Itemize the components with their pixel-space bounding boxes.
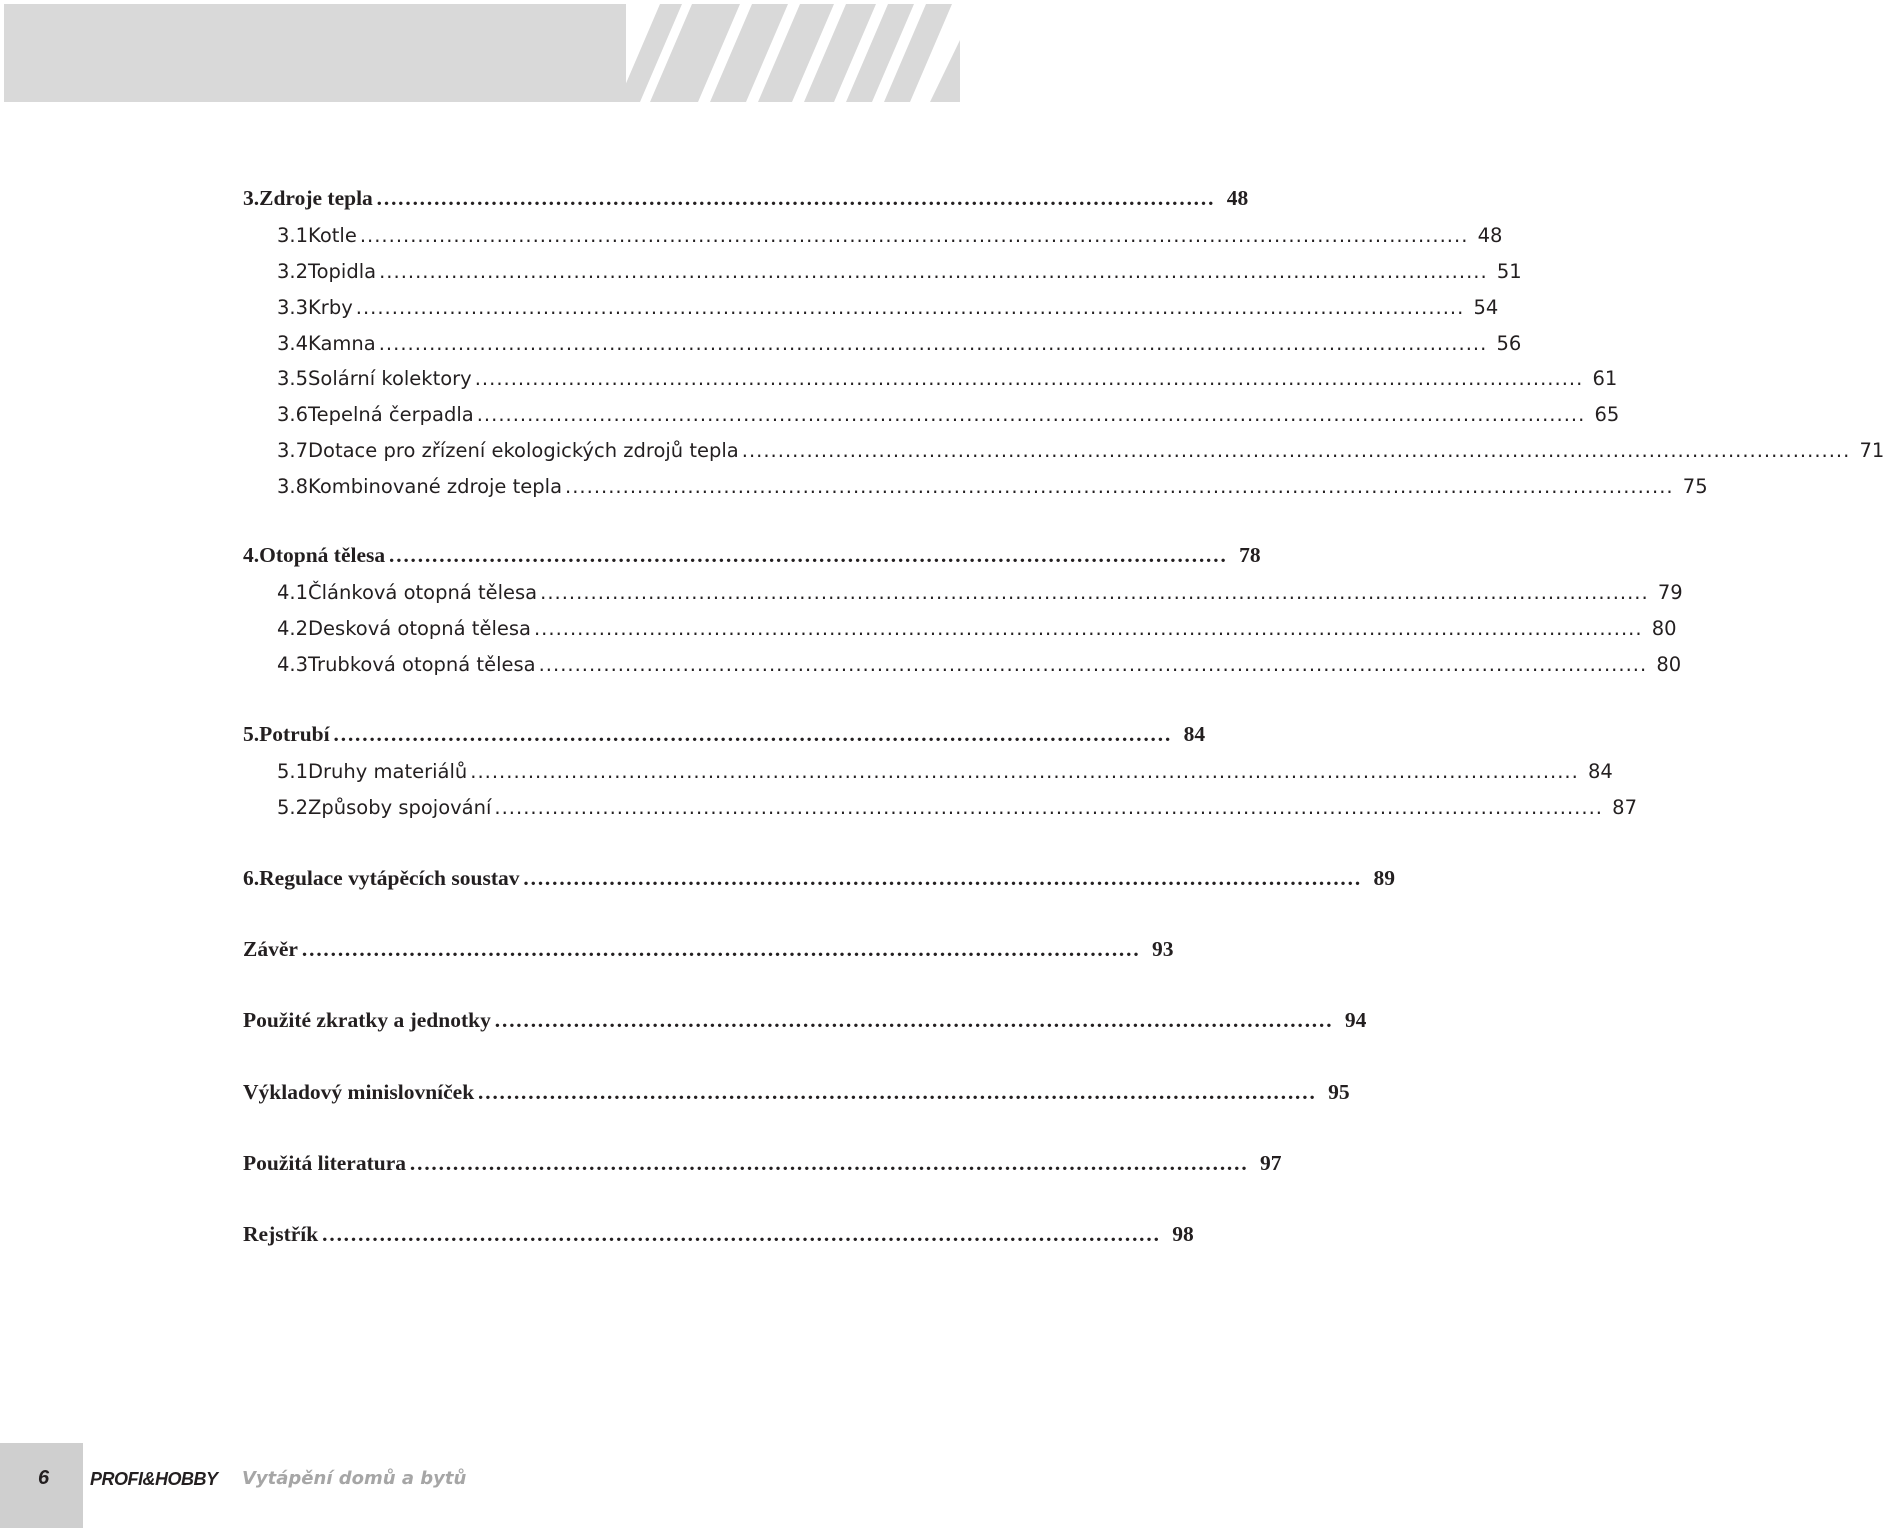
toc-section-3-1[interactable] <box>243 224 1503 254</box>
toc-page: 79 <box>1657 581 1683 604</box>
toc-leader: ……………………………………………………………………………………………………… <box>332 722 1172 746</box>
toc-leader: .......................................................................................................................................................... <box>379 260 1488 283</box>
toc-number: 3. <box>243 186 260 210</box>
toc-page: 75 <box>1682 475 1708 498</box>
toc-title: Solární kolektory <box>308 367 472 390</box>
toc-title: Krby <box>308 296 353 319</box>
toc-page: 65 <box>1594 403 1620 426</box>
toc-page: 56 <box>1496 332 1522 355</box>
toc-leader: ……………………………………………………………………………………………………… <box>388 543 1227 567</box>
toc-title: Topidla <box>308 260 377 283</box>
toc-page: 48 <box>1226 186 1249 210</box>
toc-page: 71 <box>1859 439 1884 462</box>
brand-logo: PROFI&HOBBY <box>90 1469 218 1489</box>
toc-entry-zkratky[interactable] <box>243 1008 1367 1038</box>
toc-section-4-1[interactable] <box>243 581 1683 611</box>
toc-title: Druhy materiálů <box>308 760 468 783</box>
toc-section-4-2[interactable] <box>243 617 1677 647</box>
toc-title: Kamna <box>308 332 376 355</box>
toc-section-3-3[interactable] <box>243 296 1499 326</box>
toc-title: Zdroje tepla <box>259 186 373 210</box>
toc-number: 3.5 <box>277 367 309 390</box>
toc-page: 89 <box>1373 866 1395 890</box>
toc-page: 61 <box>1592 367 1618 390</box>
toc-section-3-8[interactable] <box>243 475 1708 505</box>
toc-title: Otopná tělesa <box>259 543 386 567</box>
toc-leader: .......................................................................................................................................................... <box>474 367 1584 390</box>
toc-entry-literatura[interactable] <box>243 1151 1282 1181</box>
toc-section-4-3[interactable] <box>243 653 1682 683</box>
toc-leader: ……………………………………………………………………………………………………… <box>493 1008 1333 1032</box>
toc-page: 94 <box>1344 1008 1367 1032</box>
toc-entry-rejstrik[interactable] <box>243 1222 1194 1252</box>
toc-title: Kombinované zdroje tepla <box>308 475 563 498</box>
toc-number: 6. <box>243 866 260 890</box>
toc-title: Použitá literatura <box>243 1151 406 1175</box>
toc-title: Článková otopná tělesa <box>308 581 538 604</box>
toc-title: Dotace pro zřízení ekologických zdrojů tepla <box>308 439 739 462</box>
toc-section-3-4[interactable] <box>243 332 1522 362</box>
toc-chapter-4[interactable] <box>243 543 1261 573</box>
toc-chapter-5[interactable] <box>243 722 1206 752</box>
toc-leader: .......................................................................................................................................................... <box>359 224 1469 247</box>
page-number: 6 <box>38 1467 50 1489</box>
toc-title: Regulace vytápěcích soustav <box>259 866 520 890</box>
toc-number: 4.3 <box>277 653 309 676</box>
toc-leader: .......................................................................................................................................................... <box>494 796 1603 819</box>
toc-entry-slovnicek[interactable] <box>243 1080 1350 1110</box>
toc-number: 4. <box>243 543 260 567</box>
toc-leader: ……………………………………………………………………………………………………… <box>375 186 1215 210</box>
toc-leader: ……………………………………………………………………………………………………… <box>409 1151 1248 1175</box>
toc-leader: .......................................................................................................................................................... <box>355 296 1465 319</box>
toc-title: Kotle <box>308 224 357 247</box>
toc-number: 3.3 <box>277 296 309 319</box>
toc-page: 87 <box>1612 796 1637 819</box>
toc-number: 3.2 <box>277 260 309 283</box>
toc-leader: .......................................................................................................................................................... <box>741 439 1851 462</box>
toc-page: 93 <box>1151 937 1174 961</box>
toc-title: Výkladový minislovníček <box>243 1080 475 1104</box>
toc-page: 78 <box>1239 543 1261 567</box>
toc-leader: .......................................................................................................................................................... <box>378 332 1488 355</box>
toc-page: 48 <box>1477 224 1503 247</box>
toc-leader: .......................................................................................................................................................... <box>540 581 1649 604</box>
toc-page: 95 <box>1328 1080 1350 1104</box>
toc-section-5-1[interactable] <box>243 760 1613 790</box>
page-footer <box>0 1443 960 1528</box>
toc-page: 84 <box>1588 760 1613 783</box>
top-banner <box>0 0 960 104</box>
toc-leader: .......................................................................................................................................................... <box>533 617 1643 640</box>
toc-chapter-6[interactable] <box>243 866 1395 896</box>
toc-section-3-2[interactable] <box>243 260 1522 290</box>
toc-section-3-7[interactable] <box>243 439 1884 469</box>
toc-title: Potrubí <box>259 722 330 746</box>
toc-title: Závěr <box>243 937 298 961</box>
toc-entry-zaver[interactable] <box>243 937 1174 967</box>
toc-leader: .......................................................................................................................................................... <box>538 653 1648 676</box>
toc-number: 3.4 <box>277 332 309 355</box>
toc-page: 80 <box>1656 653 1682 676</box>
toc-leader: .......................................................................................................................................................... <box>565 475 1674 498</box>
toc-leader: ……………………………………………………………………………………………………… <box>522 866 1361 890</box>
toc-number: 5. <box>243 722 260 746</box>
toc-title: Rejstřík <box>243 1222 319 1246</box>
book-subtitle: Vytápění domů a bytů <box>242 1468 467 1489</box>
toc-title: Způsoby spojování <box>308 796 492 819</box>
toc-page: 54 <box>1473 296 1499 319</box>
toc-page: 80 <box>1651 617 1677 640</box>
toc-title: Tepelná čerpadla <box>308 403 474 426</box>
toc-number: 4.2 <box>277 617 309 640</box>
toc-leader: ……………………………………………………………………………………………………… <box>300 937 1140 961</box>
toc-section-3-5[interactable] <box>243 367 1618 397</box>
toc-title: Trubková otopná tělesa <box>308 653 536 676</box>
toc-title: Použité zkratky a jednotky <box>243 1008 491 1032</box>
toc-number: 3.6 <box>277 403 309 426</box>
toc-page: 84 <box>1183 722 1206 746</box>
toc-page: 51 <box>1496 260 1522 283</box>
toc-section-3-6[interactable] <box>243 403 1620 433</box>
toc-page: 98 <box>1172 1222 1194 1246</box>
toc-leader: ……………………………………………………………………………………………………… <box>321 1222 1160 1246</box>
toc-page: 97 <box>1260 1151 1282 1175</box>
toc-title: Desková otopná tělesa <box>308 617 531 640</box>
toc-number: 3.7 <box>277 439 309 462</box>
toc-number: 3.8 <box>277 475 309 498</box>
toc-number: 5.1 <box>277 760 309 783</box>
toc-chapter-3[interactable] <box>243 186 1249 216</box>
toc-leader: ……………………………………………………………………………………………………… <box>477 1080 1316 1104</box>
toc-number: 5.2 <box>277 796 309 819</box>
toc-number: 4.1 <box>277 581 309 604</box>
stripe-pattern-icon <box>0 0 960 104</box>
toc-leader: .......................................................................................................................................................... <box>470 760 1579 783</box>
toc-section-5-2[interactable] <box>243 796 1637 826</box>
toc-leader: .......................................................................................................................................................... <box>476 403 1586 426</box>
toc-number: 3.1 <box>277 224 309 247</box>
